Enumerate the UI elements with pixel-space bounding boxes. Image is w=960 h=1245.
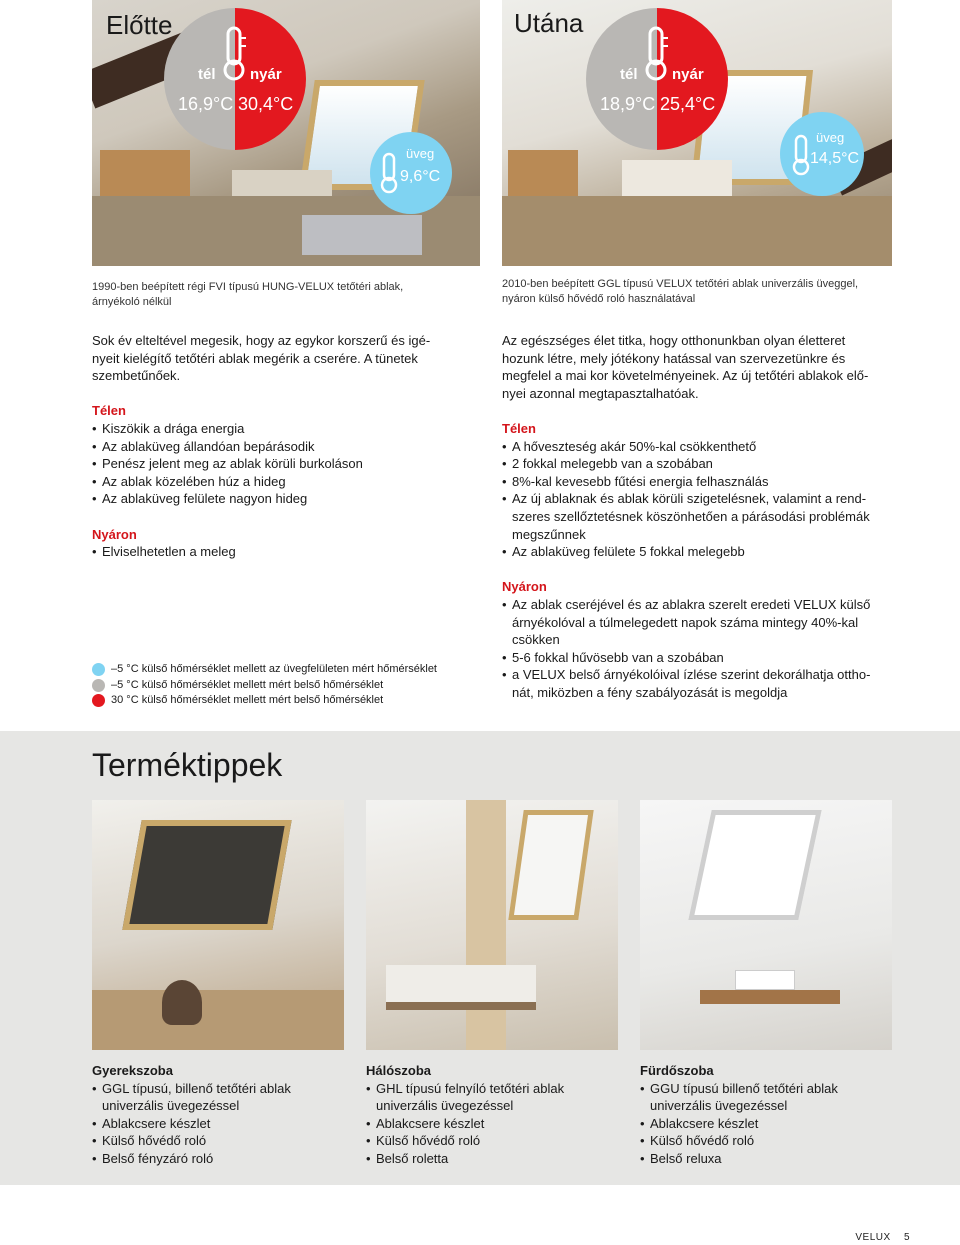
glass-temp: 9,6°C	[400, 168, 441, 185]
list-item: • Ablakcsere készlet	[640, 1115, 838, 1133]
winter-label: tél	[198, 66, 216, 83]
list-item: • A hőveszteség akár 50%-kal csökkenthető	[502, 438, 902, 456]
thermometer-icon	[378, 152, 400, 194]
list-item: • Kiszökik a drága energia	[92, 420, 482, 438]
after-label: Utána	[514, 8, 584, 38]
list-item: • Külső hővédő roló	[640, 1132, 838, 1150]
page-number: 5	[903, 1232, 910, 1243]
list-item: • Az ablaküveg felülete nagyon hideg	[92, 490, 482, 508]
list-item: • Ablakcsere készlet	[92, 1115, 291, 1133]
right-winter-heading: Télen	[502, 420, 536, 436]
list-item: • Penész jelent meg az ablak körüli burkoláson	[92, 455, 482, 473]
winter-temp: 16,9°C	[178, 94, 234, 114]
list-item: • Külső hővédő roló	[92, 1132, 291, 1150]
list-item: • Belső reluxa	[640, 1150, 838, 1168]
before-temp-badge	[164, 8, 306, 150]
list-item: • Az ablak közelében húz a hideg	[92, 473, 482, 491]
bathroom-photo	[640, 800, 892, 1050]
list-item: • Ablakcsere készlet	[366, 1115, 564, 1133]
list-item: • Az ablak cseréjével és az ablakra szerelt eredeti VELUX külső árnyékolóval a túlmelegedett napok száma mintegy 40%-kal csökken	[502, 596, 902, 649]
list-item: • Külső hővédő roló	[366, 1132, 564, 1150]
before-photo	[92, 0, 480, 266]
brand-name: VELUX	[855, 1232, 891, 1243]
glass-label: üveg	[816, 130, 845, 145]
legend-dot-icon	[92, 663, 105, 676]
after-temp-badge	[586, 8, 728, 150]
product-tips-title: Terméktippek	[92, 747, 283, 783]
summer-temp: 30,4°C	[238, 94, 294, 114]
right-summer-list	[502, 596, 902, 702]
temperature-legend	[92, 662, 437, 709]
before-glass-badge	[370, 132, 452, 214]
summer-label: nyár	[250, 66, 282, 83]
left-summer-heading: Nyáron	[92, 526, 137, 542]
right-summer-heading: Nyáron	[502, 579, 547, 595]
product-tip-bathroom: Fürdőszoba • GGU típusú billenő tetőtéri ablak univerzális üvegezéssel • Ablakcsere készlet • Külső hővédő roló • Belső reluxa	[640, 1062, 838, 1168]
list-item: • 5-6 fokkal hűvösebb van a szobában	[502, 649, 902, 667]
winter-label: tél	[620, 66, 638, 83]
legend-dot-icon	[92, 694, 105, 707]
product-tip-kids: Gyerekszoba • GGL típusú, billenő tetőtéri ablak univerzális üvegezéssel • Ablakcsere készlet • Külső hővédő roló • Belső fényzáró roló	[92, 1062, 291, 1168]
legend-dot-icon	[92, 679, 105, 692]
right-winter-list	[502, 438, 902, 561]
thermometer-icon	[790, 134, 812, 176]
legend-item: 30 °C külső hőmérséklet mellett mért belső hőmérséklet	[92, 693, 437, 709]
list-item: • GHL típusú felnyíló tetőtéri ablak univerzális üvegezéssel	[366, 1080, 564, 1115]
list-item: • Az új ablaknak és ablak körüli szigetelésnek, valamint a rend- szeres szellőztetésnek köszönhetően a párásodási problémák megszűnnek	[502, 490, 902, 543]
list-item: • GGL típusú, billenő tetőtéri ablak univerzális üvegezéssel	[92, 1080, 291, 1115]
left-summer-list	[92, 543, 482, 561]
after-caption: 2010-ben beépített GGL típusú VELUX tetőtéri ablak univerzális üveggel, nyáron külső hővédő roló használatával	[502, 278, 859, 305]
list-item: • 8%-kal kevesebb fűtési energia felhasználás	[502, 473, 902, 491]
glass-temp: 14,5°C	[810, 150, 860, 167]
glass-label: üveg	[406, 146, 435, 161]
left-winter-heading: Télen	[92, 403, 126, 419]
list-item: • Az ablaküveg felülete 5 fokkal melegebb	[502, 543, 902, 561]
left-intro: Sok év elteltével megesik, hogy az egykor korszerű és igé- nyeit kielégítő tetőtéri ablak megérik a cserére. A tünetek szembetűnőek.	[92, 333, 431, 384]
thermometer-icon	[220, 26, 248, 82]
right-intro: Az egészséges élet titka, hogy otthonunkban olyan életteret hozunk létre, mely jótékony hatással van szervezetünkre és megfelel a mai kor követelményeinek. Az új tetőtéri ablakok elő- nyei azonnal megtapasztalhatóak.	[502, 333, 869, 401]
list-item: • GGU típusú billenő tetőtéri ablak univerzális üvegezéssel	[640, 1080, 838, 1115]
left-winter-list	[92, 420, 482, 508]
list-item: • Belső roletta	[366, 1150, 564, 1168]
product-tip-bedroom: Hálószoba • GHL típusú felnyíló tetőtéri ablak univerzális üvegezéssel • Ablakcsere készlet • Külső hővédő roló • Belső roletta	[366, 1062, 564, 1168]
before-caption: 1990-ben beépített régi FVI típusú HUNG-VELUX tetőtéri ablak, árnyékoló nélkül	[92, 281, 404, 308]
right-column	[502, 332, 902, 701]
list-item: • Az ablaküveg állandóan bepárásodik	[92, 438, 482, 456]
summer-temp: 25,4°C	[660, 94, 716, 114]
winter-temp: 18,9°C	[600, 94, 656, 114]
after-glass-badge	[780, 112, 864, 196]
thermometer-icon	[642, 26, 670, 82]
summer-label: nyár	[672, 66, 704, 83]
kids-room-photo	[92, 800, 344, 1050]
after-photo	[502, 0, 892, 266]
list-item: • a VELUX belső árnyékolóival ízlése szerint dekorálhatja ottho- nát, miközben a fény szabályozását is megoldja	[502, 666, 902, 701]
before-label: Előtte	[106, 10, 173, 40]
bedroom-photo	[366, 800, 618, 1050]
legend-item: –5 °C külső hőmérséklet mellett mért belső hőmérséklet	[92, 678, 437, 694]
list-item: • 2 fokkal melegebb van a szobában	[502, 455, 902, 473]
list-item: • Elviselhetetlen a meleg	[92, 543, 482, 561]
page-footer	[855, 1232, 910, 1243]
legend-item: –5 °C külső hőmérséklet mellett az üvegfelületen mért hőmérséklet	[92, 662, 437, 678]
list-item: • Belső fényzáró roló	[92, 1150, 291, 1168]
left-column	[92, 332, 482, 561]
